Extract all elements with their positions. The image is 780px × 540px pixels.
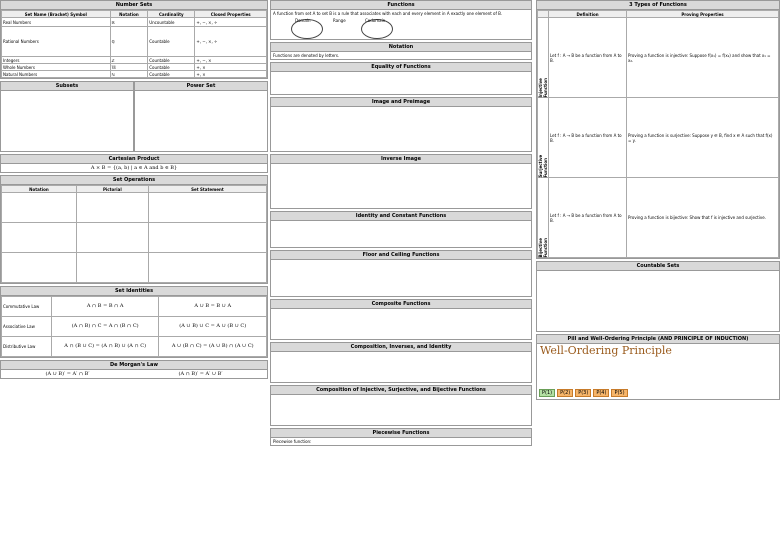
functions-title: Functions bbox=[271, 1, 531, 10]
countable-sets-body bbox=[537, 271, 779, 331]
set-operations-title: Set Operations bbox=[1, 176, 267, 185]
set-symbol: ℚ bbox=[110, 27, 148, 57]
induction-step: P(2) bbox=[557, 389, 573, 397]
subsets-section bbox=[0, 81, 134, 152]
floor-ceiling-title: Floor and Ceiling Functions bbox=[271, 251, 531, 260]
floor-ceiling-section bbox=[270, 250, 532, 297]
set-cardinality: Countable bbox=[148, 71, 195, 78]
col-header: Closed Properties bbox=[195, 11, 267, 18]
col-header: Proving Properties bbox=[627, 11, 779, 18]
column-1 bbox=[0, 0, 268, 540]
col-header: Set Name (Bracket) Symbol bbox=[2, 11, 111, 18]
inverse-image-body bbox=[271, 164, 531, 208]
image-section bbox=[270, 97, 532, 152]
induction-step: P(1) bbox=[539, 389, 555, 397]
law-formula: A ∩ B = B ∩ A bbox=[51, 297, 159, 317]
range-label: Range bbox=[333, 18, 346, 23]
law-name: Commutative Law bbox=[2, 297, 52, 317]
cartesian-formula: A × B = {(a, b) | a ∈ A and b ∈ B} bbox=[90, 165, 178, 171]
piecewise-section bbox=[270, 428, 532, 446]
row-label: Bijective Function bbox=[538, 237, 548, 257]
row-label-cell bbox=[538, 178, 549, 258]
definition-cell: Let f : A → B be a function from A to B. bbox=[549, 18, 627, 98]
notation-section bbox=[270, 42, 532, 60]
composite-title: Composite Functions bbox=[271, 300, 531, 309]
domain-label: Domain bbox=[295, 18, 311, 23]
composition-identity-section bbox=[270, 342, 532, 383]
set-operations-section bbox=[0, 175, 268, 284]
piecewise-text: Piecewise function: bbox=[273, 439, 312, 444]
table-cell bbox=[148, 253, 266, 283]
notation-title: Notation bbox=[271, 43, 531, 52]
equality-body bbox=[271, 72, 531, 94]
power-set-section bbox=[134, 81, 268, 152]
col-header: Definition bbox=[549, 11, 627, 18]
well-ordering-section bbox=[536, 334, 780, 400]
power-set-body bbox=[135, 91, 267, 151]
composition-rule-title: Composition of Injective, Surjective, and Bijective Functions bbox=[271, 386, 531, 395]
set-operations-table bbox=[1, 185, 267, 283]
piecewise-title: Piecewise Functions bbox=[271, 429, 531, 438]
composition-identity-body bbox=[271, 352, 531, 382]
function-types-title: 3 Types of Functions bbox=[537, 1, 779, 10]
identity-title: Identity and Constant Functions bbox=[271, 212, 531, 221]
set-cardinality: Countable bbox=[148, 57, 195, 64]
set-closed: +, −, ×, ÷ bbox=[195, 27, 267, 57]
induction-step: P(5) bbox=[611, 389, 627, 397]
composition-rule-section bbox=[270, 385, 532, 426]
notation-text: Functions are denoted by letters. bbox=[273, 53, 340, 58]
set-closed: +, −, ×, ÷ bbox=[195, 18, 267, 27]
law-formula: A ∩ (B ∪ C) = (A ∩ B) ∪ (A ∩ C) bbox=[51, 337, 159, 357]
col-header: Pictorial bbox=[76, 186, 148, 193]
number-sets-title: Number Sets bbox=[1, 1, 267, 10]
table-cell bbox=[148, 223, 266, 253]
countable-sets-section bbox=[536, 261, 780, 332]
set-symbol: ℝ bbox=[110, 18, 148, 27]
function-diagram bbox=[271, 17, 531, 39]
function-types-table bbox=[537, 10, 779, 258]
set-closed: +, −, × bbox=[195, 57, 267, 64]
equality-section bbox=[270, 62, 532, 95]
induction-chain bbox=[537, 387, 779, 399]
subsets-body bbox=[1, 91, 133, 151]
law-name: Associative Law bbox=[2, 317, 52, 337]
set-closed: +, × bbox=[195, 71, 267, 78]
well-ordering-title: Pill and Well-Ordering Principle (AND PRINCIPLE OF INDUCTION) bbox=[537, 335, 779, 344]
set-name: Rational Numbers bbox=[2, 27, 111, 57]
power-set-title: Power Set bbox=[135, 82, 267, 91]
induction-step: P(3) bbox=[575, 389, 591, 397]
composition-rule-body bbox=[271, 395, 531, 425]
function-types-section bbox=[536, 0, 780, 259]
subsets-title: Subsets bbox=[1, 82, 133, 91]
set-name: Real Numbers bbox=[2, 18, 111, 27]
induction-step: P(4) bbox=[593, 389, 609, 397]
set-cardinality: Countable bbox=[148, 27, 195, 57]
definition-cell: Let f : A → B be a function from A to B. bbox=[549, 98, 627, 178]
image-body bbox=[271, 107, 531, 151]
set-name: Integers bbox=[2, 57, 111, 64]
venn-diagram bbox=[76, 223, 148, 253]
identity-section bbox=[270, 211, 532, 248]
table-cell bbox=[2, 223, 77, 253]
set-symbol: 𝕎 bbox=[110, 64, 148, 71]
proof-cell: Proving a function is bijective: Show that f is injective and surjective. bbox=[627, 178, 779, 258]
codomain-label: Codomain bbox=[365, 18, 386, 23]
venn-diagram bbox=[76, 253, 148, 283]
col-header: Notation bbox=[110, 11, 148, 18]
cartesian-title: Cartesian Product bbox=[1, 155, 267, 164]
row-label-cell bbox=[538, 18, 549, 98]
set-identities-table bbox=[1, 296, 267, 357]
set-symbol: ℕ bbox=[110, 71, 148, 78]
table-cell bbox=[2, 253, 77, 283]
law-formula: (A ∪ B) ∪ C = A ∪ (B ∪ C) bbox=[159, 317, 267, 337]
row-label: Surjective Function bbox=[538, 154, 548, 177]
set-identities-section bbox=[0, 286, 268, 358]
set-closed: +, × bbox=[195, 64, 267, 71]
functions-definition: A function from set A to set B is a rule that associates with each and every element in A exactly one element of B. bbox=[273, 11, 503, 16]
table-cell bbox=[2, 193, 77, 223]
col-header: Notation bbox=[2, 186, 77, 193]
image-title: Image and Preimage bbox=[271, 98, 531, 107]
functions-section bbox=[270, 0, 532, 40]
set-cardinality: Countable bbox=[148, 64, 195, 71]
law-formula: A ∪ B = B ∪ A bbox=[159, 297, 267, 317]
equality-title: Equality of Functions bbox=[271, 63, 531, 72]
de-morgan-title: De Morgan's Law bbox=[1, 361, 267, 370]
well-ordering-heading: Well-Ordering Principle bbox=[540, 344, 672, 357]
column-2 bbox=[270, 0, 532, 540]
floor-ceiling-body bbox=[271, 260, 531, 296]
row-label: Injective Function bbox=[538, 77, 548, 97]
law-formula: A ∪ (B ∩ C) = (A ∪ B) ∩ (A ∪ C) bbox=[159, 337, 267, 357]
well-ordering-body bbox=[537, 357, 779, 387]
number-sets-table bbox=[1, 10, 267, 78]
set-symbol: ℤ bbox=[110, 57, 148, 64]
de-morgan-section bbox=[0, 360, 268, 379]
composition-identity-title: Composition, Inverses, and Identity bbox=[271, 343, 531, 352]
cartesian-section bbox=[0, 154, 268, 173]
venn-diagram bbox=[76, 193, 148, 223]
set-cardinality: Uncountable bbox=[148, 18, 195, 27]
composite-body bbox=[271, 309, 531, 339]
de-morgan-formula: (A ∩ B)′ = A′ ∪ B′ bbox=[178, 371, 223, 377]
col-header: Set Statement bbox=[148, 186, 266, 193]
set-name: Whole Numbers bbox=[2, 64, 111, 71]
identity-body bbox=[271, 221, 531, 247]
number-sets-section bbox=[0, 0, 268, 79]
composite-section bbox=[270, 299, 532, 340]
proof-cell: Proving a function is injective: Suppose f(x₁) = f(x₂) and show that x₁ = x₂. bbox=[627, 18, 779, 98]
table-cell bbox=[148, 193, 266, 223]
col-header bbox=[538, 11, 549, 18]
row-label-cell bbox=[538, 98, 549, 178]
col-header: Cardinality bbox=[148, 11, 195, 18]
definition-cell: Let f : A → B be a function from A to B. bbox=[549, 178, 627, 258]
law-formula: (A ∩ B) ∩ C = A ∩ (B ∩ C) bbox=[51, 317, 159, 337]
countable-sets-title: Countable Sets bbox=[537, 262, 779, 271]
set-name: Natural Numbers bbox=[2, 71, 111, 78]
law-name: Distributive Law bbox=[2, 337, 52, 357]
de-morgan-formula: (A ∪ B)′ = A′ ∩ B′ bbox=[45, 371, 90, 377]
inverse-image-title: Inverse Image bbox=[271, 155, 531, 164]
inverse-image-section bbox=[270, 154, 532, 209]
column-3 bbox=[536, 0, 780, 540]
proof-cell: Proving a function is surjective: Suppose y ∈ B, find x ∈ A such that f(x) = y. bbox=[627, 98, 779, 178]
set-identities-title: Set Identities bbox=[1, 287, 267, 296]
